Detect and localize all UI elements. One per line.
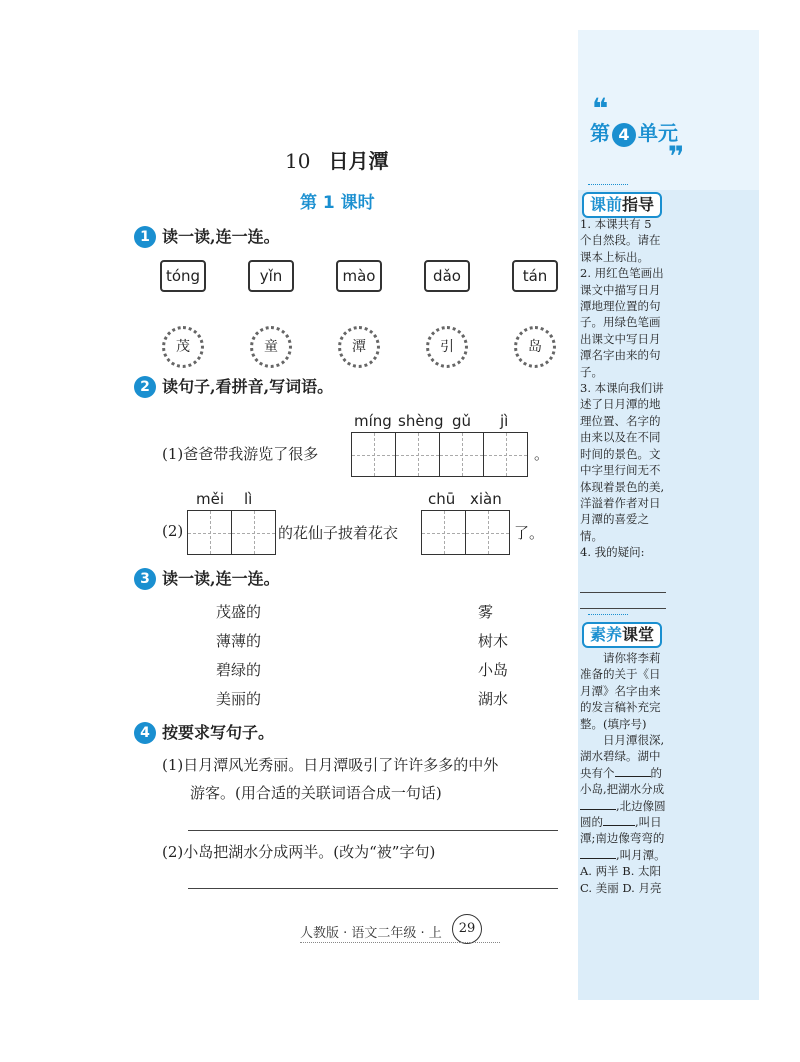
question-number-2: 2 <box>134 376 156 398</box>
literacy-heading <box>582 622 662 648</box>
sentence-1: (1)爸爸带我游览了很多 <box>162 445 319 463</box>
sentence-2-start: (2) <box>162 522 184 540</box>
guide-heading <box>582 192 662 218</box>
quote-close-icon: ❞ <box>668 140 685 173</box>
pinyin-hint: chū <box>428 490 456 508</box>
guide-heading-b: 指导 <box>622 195 655 214</box>
match-left[interactable]: 美丽的 <box>216 690 262 708</box>
match-right[interactable]: 湖水 <box>478 690 509 708</box>
match-right[interactable]: 树木 <box>478 632 509 650</box>
pinyin-card[interactable]: tán <box>512 260 558 292</box>
pinyin-hint: jì <box>500 412 509 430</box>
question-number-3: 3 <box>134 568 156 590</box>
lesson-number: 10 <box>285 149 311 173</box>
question-title-4: 按要求写句子。 <box>162 723 275 742</box>
passage-text: 的小岛,把湖水分成 <box>580 765 665 797</box>
blank[interactable] <box>580 858 616 859</box>
pinyin-hint: měi <box>196 490 225 508</box>
quote-open-icon: ❝ <box>592 92 609 125</box>
divider <box>588 184 628 185</box>
sentence-task-1a: (1)日月潭风光秀丽。日月潭吸引了许许多多的中外 <box>162 756 499 774</box>
answer-line-1[interactable] <box>188 830 558 831</box>
pinyin-hint: míng <box>354 412 392 430</box>
pinyin-hint: lì <box>244 490 253 508</box>
divider <box>588 614 628 615</box>
options-line: C. 美丽 D. 月亮 <box>580 880 662 895</box>
blank[interactable] <box>615 776 651 777</box>
sentence-1-end: 。 <box>534 445 550 463</box>
writing-grid-2b[interactable] <box>421 510 510 555</box>
question-number-1: 1 <box>134 226 156 248</box>
char-wreath[interactable]: 潭 <box>338 326 380 368</box>
guide-item: 4. 我的疑问: <box>580 545 645 560</box>
guide-list <box>580 216 666 561</box>
guide-item: 1. 本课共有 5 个自然段。请在课本上标出。 <box>580 217 661 264</box>
question-line <box>580 608 666 609</box>
match-left[interactable]: 薄薄的 <box>216 632 262 650</box>
pinyin-card[interactable]: dǎo <box>424 260 470 292</box>
char-wreath[interactable]: 茂 <box>162 326 204 368</box>
guide-item: 2. 用红色笔画出课文中描写日月潭地理位置的句子。用绿色笔画出课文中写日月潭名字由来的句子。 <box>580 266 664 379</box>
question-title-3: 读一读,连一连。 <box>162 569 280 588</box>
blank[interactable] <box>603 825 635 826</box>
sentence-task-2: (2)小岛把湖水分成两半。(改为“被”字句) <box>162 843 436 861</box>
literacy-heading-a: 素养 <box>590 625 623 644</box>
literacy-content <box>580 650 666 896</box>
page-number: 29 <box>452 914 482 944</box>
pinyin-hint: xiàn <box>470 490 502 508</box>
writing-grid-2a[interactable] <box>187 510 276 555</box>
literacy-intro: 请你将李莉准备的关于《日月潭》名字由来的发言稿补充完整。(填序号) <box>580 651 661 731</box>
pinyin-hint: gǔ <box>452 412 472 430</box>
pinyin-hint: shèng <box>398 412 444 430</box>
sentence-2-mid: 的花仙子披着花衣 <box>278 524 399 542</box>
question-number-4: 4 <box>134 722 156 744</box>
sentence-task-1b: 游客。(用合适的关联词语合成一句话) <box>190 784 442 802</box>
char-wreath[interactable]: 岛 <box>514 326 556 368</box>
match-right[interactable]: 小岛 <box>478 661 509 679</box>
guide-item: 3. 本课向我们讲述了日月潭的地理位置、名字的由来以及在不同时间的景色。文中字里行间无不体现着景色的美,洋溢着作者对日月潭的喜爱之情。 <box>580 381 665 543</box>
passage-text: ,北边像圆圆的 <box>580 798 666 830</box>
question-line <box>580 592 666 593</box>
unit-prefix: 第 <box>590 121 610 145</box>
writing-grid-1[interactable] <box>351 432 528 477</box>
lesson-name: 日月潭 <box>328 149 389 173</box>
question-title-2: 读句子,看拼音,写词语。 <box>162 377 334 396</box>
unit-title <box>590 117 678 147</box>
guide-heading-a: 课前 <box>590 195 623 214</box>
lesson-title <box>285 145 388 174</box>
unit-suffix: 单元 <box>638 121 678 145</box>
match-left[interactable]: 碧绿的 <box>216 661 262 679</box>
literacy-heading-b: 课堂 <box>622 625 655 644</box>
period-title: 第 1 课时 <box>300 193 375 213</box>
footer-rule <box>300 942 500 943</box>
passage-text: ,叫月潭。 <box>616 847 666 862</box>
footer-text: 人教版 · 语文二年级 · 上 <box>300 926 442 941</box>
sentence-2-end: 了。 <box>514 524 545 542</box>
unit-number: 4 <box>612 123 636 147</box>
match-left[interactable]: 茂盛的 <box>216 603 262 621</box>
options-line: A. 两半 B. 太阳 <box>580 864 662 879</box>
blank[interactable] <box>580 809 616 810</box>
answer-line-2[interactable] <box>188 888 558 889</box>
pinyin-card[interactable]: mào <box>336 260 382 292</box>
passage-text: 日月潭很深,湖水碧绿。湖中央有个 <box>580 733 665 780</box>
match-right[interactable]: 雾 <box>478 603 494 621</box>
pinyin-card[interactable]: yǐn <box>248 260 294 292</box>
char-wreath[interactable]: 童 <box>250 326 292 368</box>
question-title-1: 读一读,连一连。 <box>162 227 280 246</box>
passage-text: ,叫日潭;南边像弯弯的 <box>580 815 665 846</box>
pinyin-card[interactable]: tóng <box>160 260 206 292</box>
char-wreath[interactable]: 引 <box>426 326 468 368</box>
